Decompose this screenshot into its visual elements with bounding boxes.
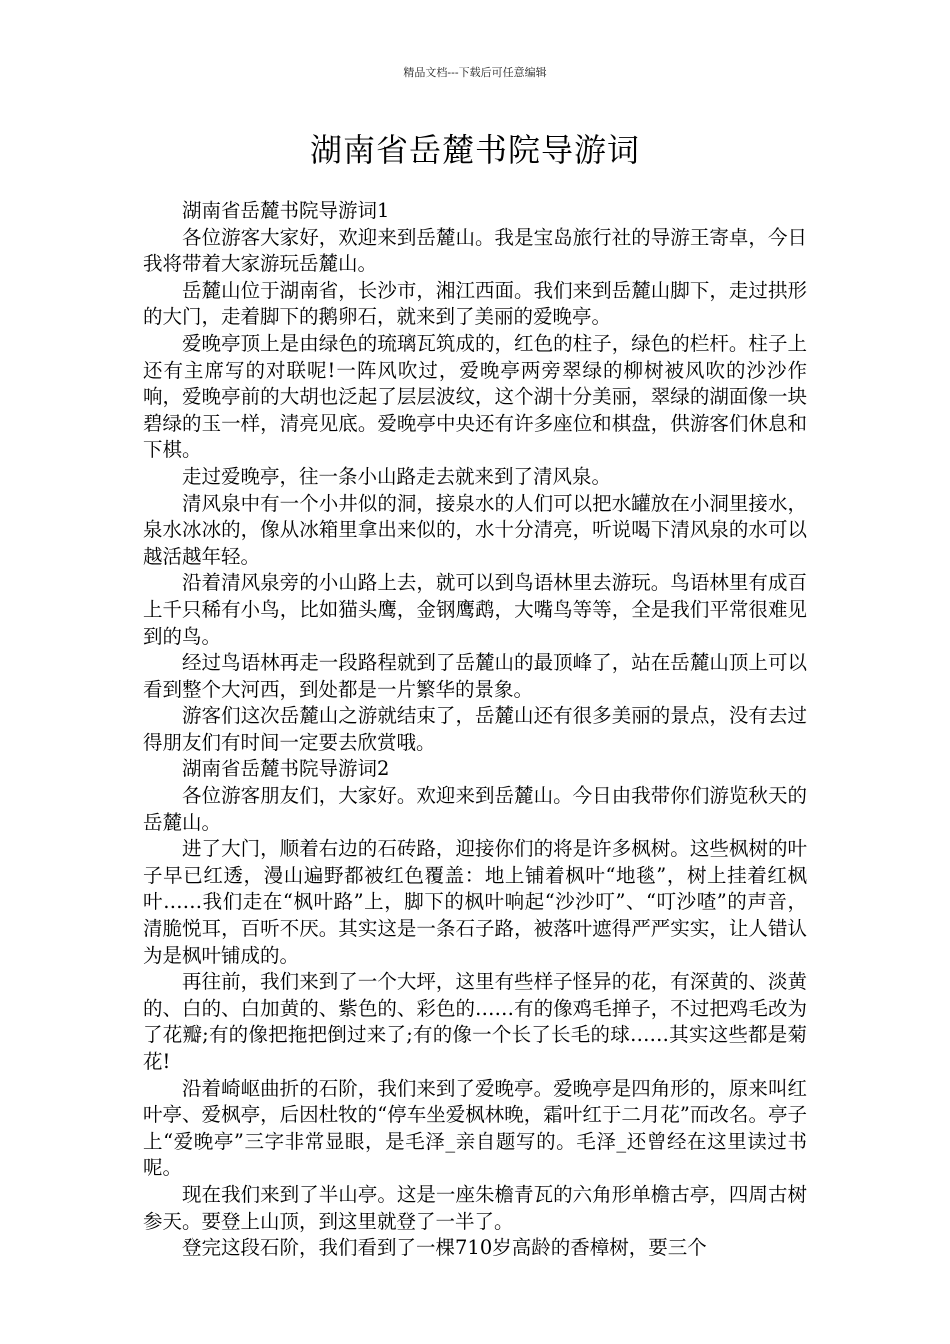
paragraph: 沿着清风泉旁的小山路上去，就可以到鸟语林里去游玩。鸟语林里有成百上千只稀有小鸟，比如猫头鹰，金钢鹰鹉，大嘴鸟等等，全是我们平常很难见到的鸟。 [143,571,807,648]
paragraph: 湖南省岳麓书院导游词1 [182,199,390,222]
paragraph: 走过爱晚亭，往一条小山路走去就来到了清风泉。 [182,464,612,488]
paragraph: 进了大门，顺着右边的石砖路，迎接你们的将是许多枫树。这些枫树的叶子早已红透，漫山遍野都被红色覆盖：地上铺着枫叶“地毯”，树上挂着红枫叶……我们走在“枫叶路”上，脚下的枫叶响起“沙沙叮”、“叮沙喳”的声音，清脆悦耳，百听不厌。其实这是一条石子路，被落叶遮得严严实实，让人错认为是枫叶铺成的。 [143,837,807,967]
paragraph: 经过鸟语林再走一段路程就到了岳麓山的最顶峰了，站在岳麓山顶上可以看到整个大河西，到处都是一片繁华的景象。 [143,651,807,701]
paragraph: 沿着崎岖曲折的石阶，我们来到了爱晚亭。爱晚亭是四角形的，原来叫红叶亭、爱枫亭，后因杜牧的“停车坐爱枫林晚，霜叶红于二月花”而改名。亭子上“爱晚亭”三字非常显眼，是毛泽_亲自题写的。毛泽_还曾经在这里读过书呢。 [143,1076,807,1180]
paragraph: 爱晚亭顶上是由绿色的琉璃瓦筑成的，红色的柱子，绿色的栏杆。柱子上还有主席写的对联呢!一阵风吹过，爱晚亭两旁翠绿的柳树被风吹的沙沙作响，爱晚亭前的大胡也泛起了层层波纹，这个湖十分美丽，翠绿的湖面像一块碧绿的玉一样，清亮见底。爱晚亭中央还有许多座位和棋盘，供游客们休息和下棋。 [143,331,807,462]
paragraph: 岳麓山位于湖南省，长沙市，湘江西面。我们来到岳麓山脚下，走过拱形的大门，走着脚下的鹅卵石，就来到了美丽的爱晚亭。 [143,278,807,329]
paragraph: 各位游客大家好，欢迎来到岳麓山。我是宝岛旅行社的导游王寄卓，今日我将带着大家游玩岳麓山。 [143,225,807,276]
paragraph: 各位游客朋友们，大家好。欢迎来到岳麓山。今日由我带你们游览秋天的岳麓山。 [143,784,807,834]
paragraph: 清风泉中有一个小井似的洞，接泉水的人们可以把水罐放在小洞里接水，泉水冰冰的，像从冰箱里拿出来似的，水十分清亮，听说喝下清风泉的水可以越活越年轻。 [143,491,807,568]
paragraph: 湖南省岳麓书院导游词2 [182,757,390,781]
page-header-note: 精品文档---下载后可任意编辑 [403,66,547,79]
paragraph: 登完这段石阶，我们看到了一棵710岁高龄的香樟树，要三个 [182,1236,707,1260]
document-body [143,198,807,1262]
paragraph: 现在我们来到了半山亭。这是一座朱檐青瓦的六角形单檐古亭，四周古树参天。要登上山顶，到这里就登了一半了。 [143,1182,807,1233]
document-title: 湖南省岳麓书院导游词 [309,131,640,169]
paragraph: 游客们这次岳麓山之游就结束了，岳麓山还有很多美丽的景点，没有去过得朋友们有时间一定要去欣赏哦。 [143,704,807,754]
paragraph: 再往前，我们来到了一个大坪，这里有些样子怪异的花，有深黄的、淡黄的、白的、白加黄的、紫色的、彩色的……有的像鸡毛掸子，不过把鸡毛改为了花瓣;有的像把拖把倒过来了;有的像一个长了长毛的球……其实这些都是菊花! [143,970,807,1073]
